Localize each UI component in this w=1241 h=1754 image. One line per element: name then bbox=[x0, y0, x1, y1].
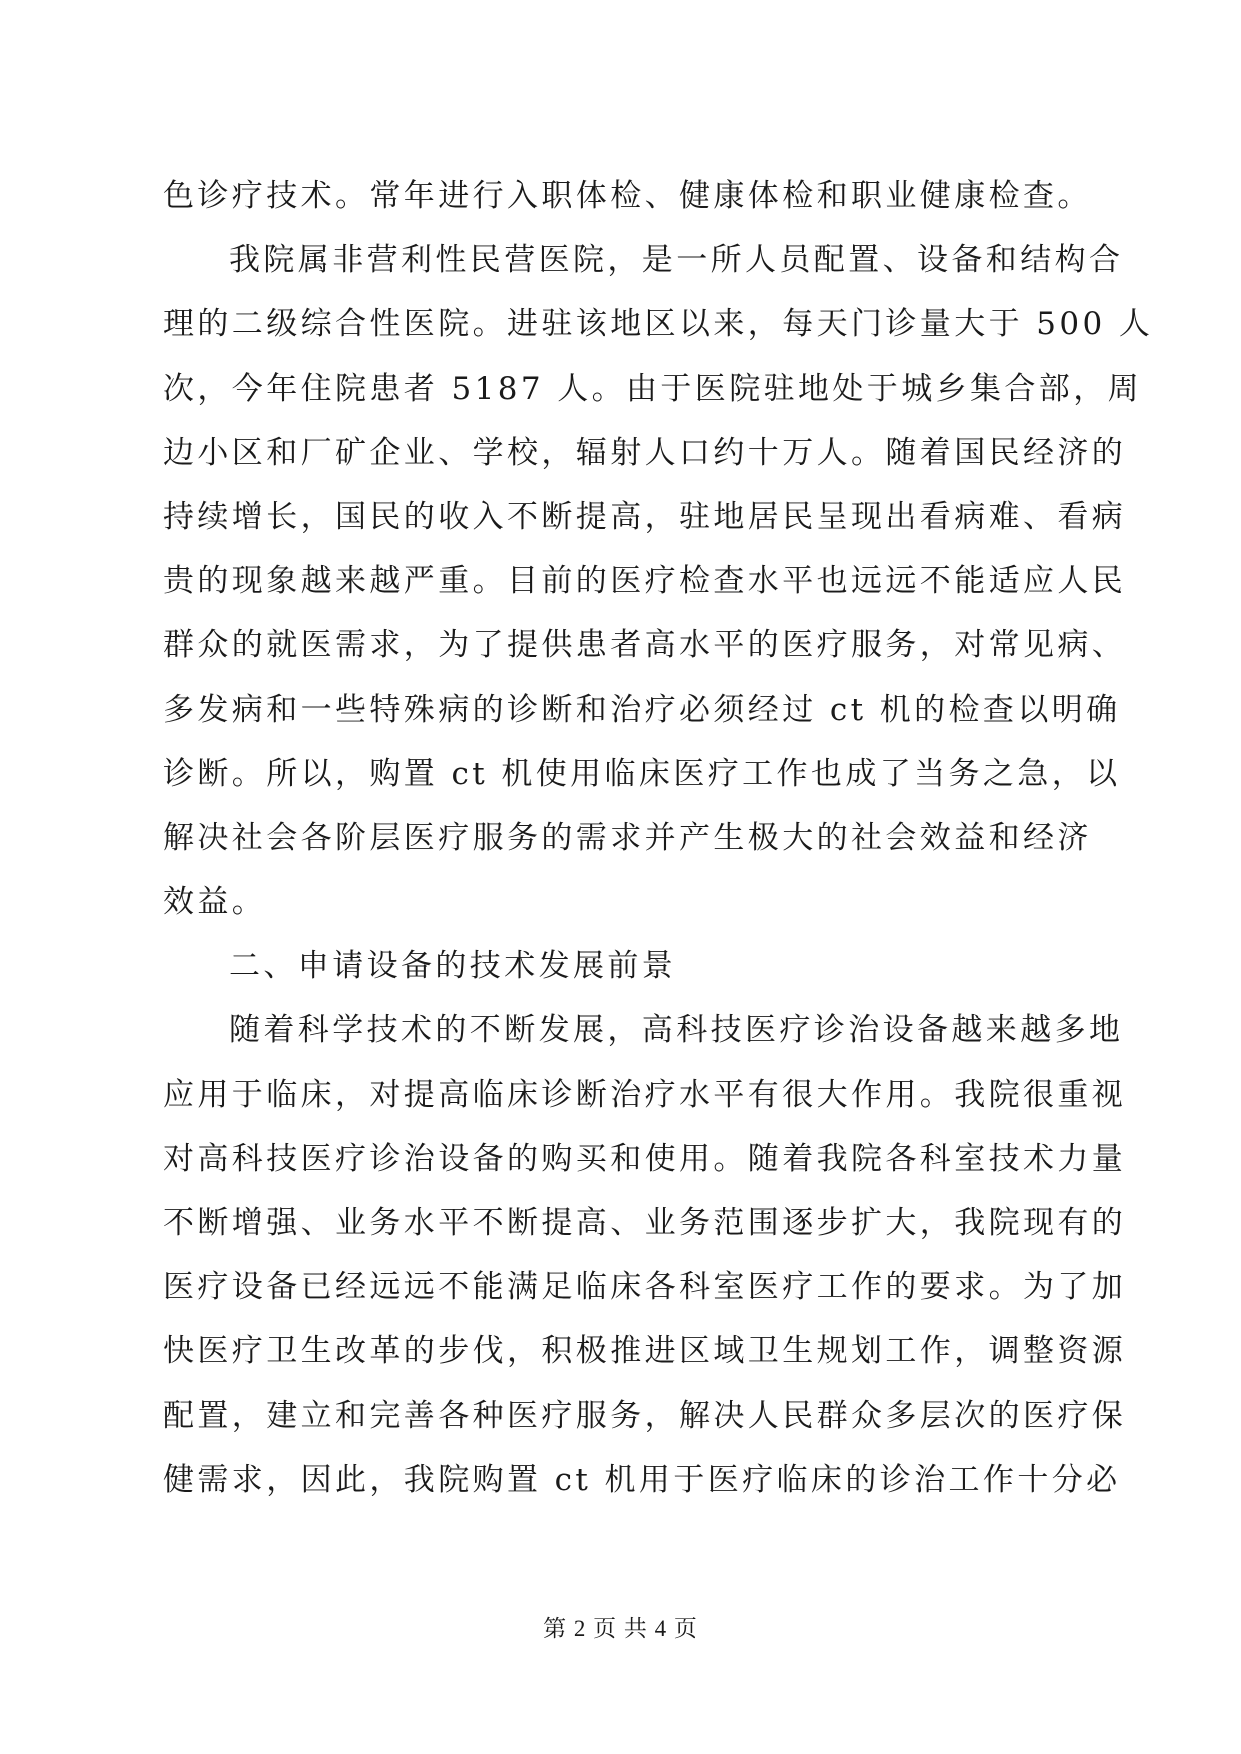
text-line: 多发病和一些特殊病的诊断和治疗必须经过 ct 机的检查以明确 bbox=[163, 691, 1121, 728]
text-line: 随着科学技术的不断发展，高科技医疗诊治设备越来越多地 bbox=[229, 1012, 1124, 1049]
text-line: 次，今年住院患者 5187 人。由于医院驻地处于城乡集合部，周 bbox=[163, 370, 1142, 407]
text-line: 对高科技医疗诊治设备的购买和使用。随着我院各科室技术力量 bbox=[163, 1140, 1127, 1177]
text-line: 效益。 bbox=[163, 884, 267, 921]
text-line: 理的二级综合性医院。进驻该地区以来，每天门诊量大于 500 人 bbox=[163, 306, 1154, 343]
text-line: 贵的现象越来越严重。目前的医疗检查水平也远远不能适应人民 bbox=[163, 563, 1127, 600]
text-line: 诊断。所以，购置 ct 机使用临床医疗工作也成了当务之急，以 bbox=[163, 755, 1121, 792]
text-line: 医疗设备已经远远不能满足临床各科室医疗工作的要求。为了加 bbox=[163, 1269, 1127, 1306]
text-line: 健需求，因此，我院购置 ct 机用于医疗临床的诊治工作十分必 bbox=[163, 1461, 1121, 1498]
section-heading: 二、申请设备的技术发展前景 bbox=[229, 948, 677, 985]
text-line: 解决社会各阶层医疗服务的需求并产生极大的社会效益和经济 bbox=[163, 819, 1092, 856]
document-body bbox=[163, 164, 1154, 1512]
text-line: 应用于临床，对提高临床诊断治疗水平有很大作用。我院很重视 bbox=[163, 1076, 1127, 1113]
text-line: 色诊疗技术。常年进行入职体检、健康体检和职业健康检查。 bbox=[163, 178, 1092, 214]
text-line: 配置，建立和完善各种医疗服务，解决人民群众多层次的医疗保 bbox=[163, 1397, 1127, 1434]
text-line: 持续增长，国民的收入不断提高，驻地居民呈现出看病难、看病 bbox=[163, 498, 1127, 535]
text-line: 我院属非营利性民营医院，是一所人员配置、设备和结构合 bbox=[229, 242, 1124, 279]
text-line: 不断增强、业务水平不断提高、业务范围逐步扩大，我院现有的 bbox=[163, 1205, 1127, 1241]
text-line: 快医疗卫生改革的步伐，积极推进区域卫生规划工作，调整资源 bbox=[163, 1333, 1127, 1370]
text-line: 边小区和厂矿企业、学校，辐射人口约十万人。随着国民经济的 bbox=[163, 434, 1127, 471]
text-line: 群众的就医需求，为了提供患者高水平的医疗服务，对常见病、 bbox=[163, 627, 1127, 664]
page-number: 第 2 页 共 4 页 bbox=[543, 1616, 698, 1641]
